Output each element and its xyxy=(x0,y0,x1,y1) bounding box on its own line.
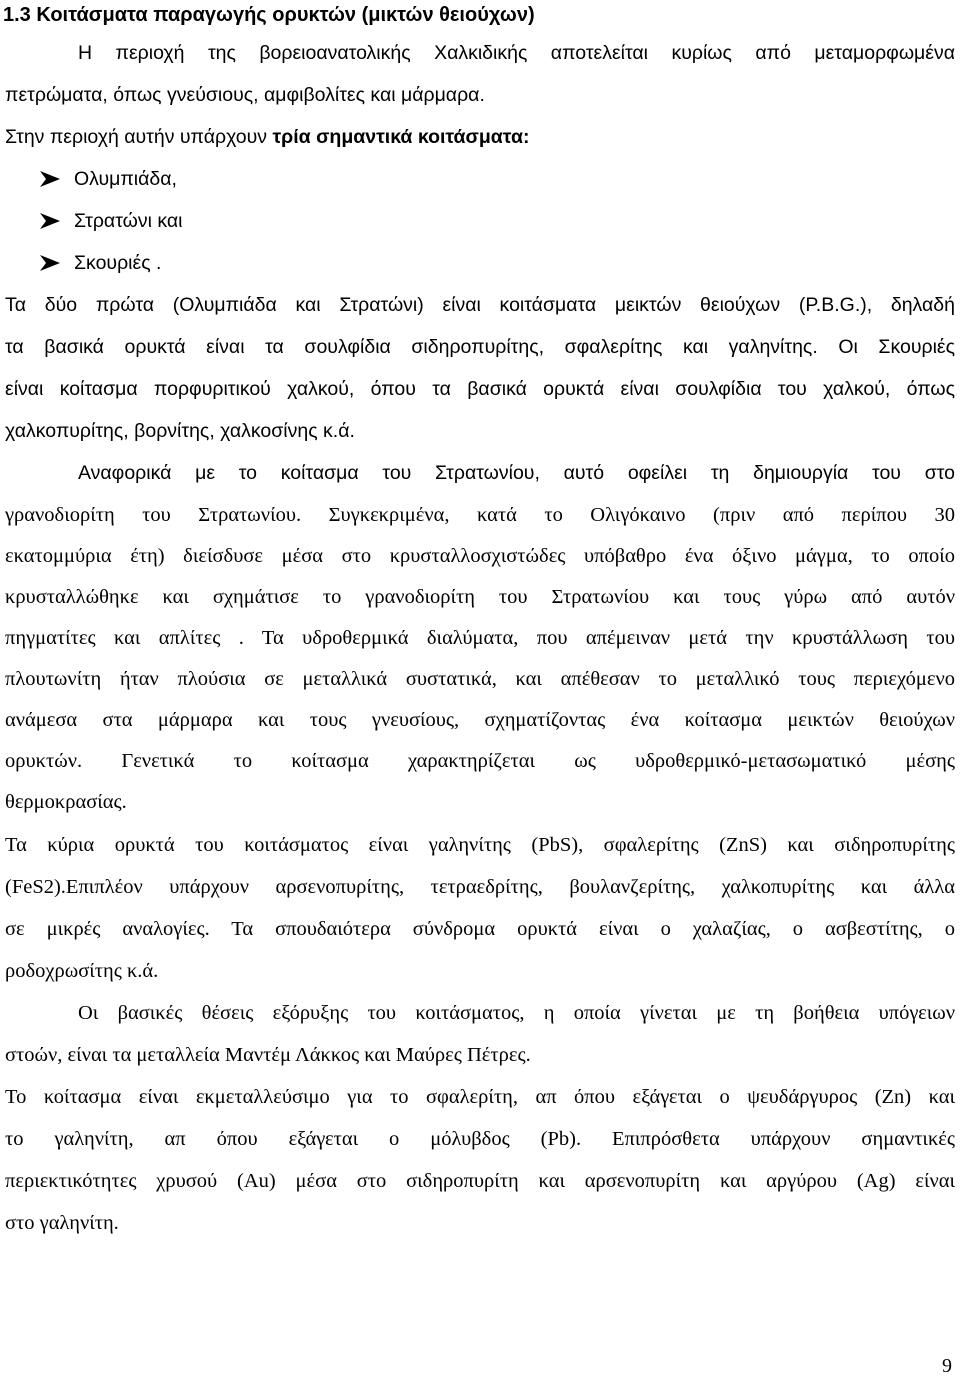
bullet-item-1 xyxy=(38,166,177,192)
para3-line9: θερμοκρασίας. xyxy=(5,791,127,813)
para3-line5: πηγματίτες και απλίτες . Τα υδροθερμικά διαλύματα, που απέμειναν μετά την κρυστάλλωση του xyxy=(5,627,955,649)
bullet-item-3 xyxy=(38,250,161,276)
section-heading: 1.3 Κοιτάσματα παραγωγής ορυκτών (μικτών θειούχων) xyxy=(3,4,535,26)
para4-line1: Τα κύρια ορυκτά του κοιτάσματος είναι γαληνίτης (PbS), σφαλερίτης (ZnS) και σιδηροπυρίτης xyxy=(5,834,955,856)
para1-line3 xyxy=(5,124,955,150)
para3-line3: εκατομμύρια έτη) διείσδυσε μέσα στο κρυσταλλοσχιστώδες υπόβαθρο ένα όξινο μάγμα, το οποίο xyxy=(5,545,955,567)
bullet-text-2: Στρατώνι και xyxy=(74,210,183,232)
para6-line3: περιεκτικότητες χρυσού (Au) μέσα στο σιδηροπυρίτη και αρσενοπυρίτη και αργύρου (Ag) είναι xyxy=(5,1170,955,1192)
arrowhead-bullet-icon xyxy=(38,212,62,230)
para1-line3-bold: τρία σημαντικά κοιτάσματα: xyxy=(272,126,530,148)
para1-line1: Η περιοχή της βορειοανατολικής Χαλκιδικής αποτελείται κυρίως από μεταμορφωμένα xyxy=(78,42,955,64)
para6-line2: το γαληνίτη, απ όπου εξάγεται ο μόλυβδος (Pb). Επιπρόσθετα υπάρχουν σημαντικές xyxy=(5,1128,955,1150)
para4-line3: σε μικρές αναλογίες. Τα σπουδαιότερα σύνδρομα ορυκτά είναι ο χαλαζίας, ο ασβεστίτης, ο xyxy=(5,918,955,940)
para6-line1: Το κοίτασμα είναι εκμεταλλεύσιμο για το σφαλερίτη, απ όπου εξάγεται ο ψευδάργυρος (Zn) και xyxy=(5,1086,955,1108)
para3-line4: κρυσταλλώθηκε και σχημάτισε το γρανοδιορίτη του Στρατωνίου και τους γύρω από αυτόν xyxy=(5,586,955,608)
para1-line3-text: Στην περιοχή αυτήν υπάρχουν xyxy=(5,126,273,148)
para3-line2: γρανοδιορίτη του Στρατωνίου. Συγκεκριμένα, κατά το Ολιγόκαινο (πριν από περίπου 30 xyxy=(5,504,955,526)
arrowhead-bullet-icon xyxy=(38,170,62,188)
para1-line2: πετρώματα, όπως γνεύσιους, αμφιβολίτες και μάρμαρα. xyxy=(5,84,485,106)
para5-line2: στοών, είναι τα μεταλλεία Μαντέμ Λάκκος και Μαύρες Πέτρες. xyxy=(5,1044,531,1066)
para3-line6: πλουτωνίτη ήταν πλούσια σε μεταλλικά συστατικά, και απέθεσαν το μεταλλικό τους περιεχόμενο xyxy=(5,668,955,690)
para2-line1: Τα δύο πρώτα (Ολυμπιάδα και Στρατώνι) είναι κοιτάσματα μεικτών θειούχων (P.B.G.), δηλαδή xyxy=(5,294,955,316)
para3-line1: Αναφορικά με το κοίτασμα του Στρατωνίου, αυτό οφείλει τη δημιουργία του στο xyxy=(78,462,955,484)
para2-line3: είναι κοίτασμα πορφυριτικού χαλκού, όπου τα βασικά ορυκτά είναι σουλφίδια του χαλκού, όπως xyxy=(5,378,955,400)
para2-line2: τα βασικά ορυκτά είναι τα σουλφίδια σιδηροπυρίτης, σφαλερίτης και γαληνίτης. Οι Σκουριές xyxy=(5,336,955,358)
bullet-text-3: Σκουριές . xyxy=(74,252,162,274)
arrowhead-bullet-icon xyxy=(38,254,62,272)
bullet-text-1: Ολυμπιάδα, xyxy=(74,168,177,190)
para2-line4: χαλκοπυρίτης, βορνίτης, χαλκοσίνης κ.ά. xyxy=(5,420,355,442)
para4-line4: ροδοχρωσίτης κ.ά. xyxy=(5,960,159,982)
bullet-item-2 xyxy=(38,208,182,234)
para5-line1: Οι βασικές θέσεις εξόρυξης του κοιτάσματος, η οποία γίνεται με τη βοήθεια υπόγειων xyxy=(78,1002,955,1024)
para6-line4: στο γαληνίτη. xyxy=(5,1212,119,1234)
para3-line8: ορυκτών. Γενετικά το κοίτασμα χαρακτηρίζεται ως υδροθερμικό-μετασωματικό μέσης xyxy=(5,750,955,772)
para3-line7: ανάμεσα στα μάρμαρα και τους γνευσίους, σχηματίζοντας ένα κοίτασμα μεικτών θειούχων xyxy=(5,709,955,731)
page-number: 9 xyxy=(942,1355,952,1377)
para4-line2: (FeS2).Επιπλέον υπάρχουν αρσενοπυρίτης, τετραεδρίτης, βουλανζερίτης, χαλκοπυρίτης και άλλα xyxy=(5,876,955,898)
